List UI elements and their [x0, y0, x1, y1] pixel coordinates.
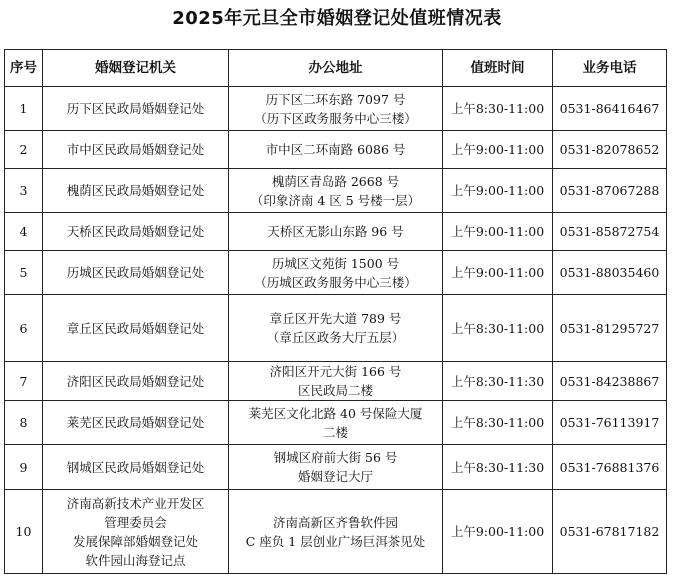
cell-address-line: 历下区二环东路 7097 号	[265, 91, 406, 107]
table-row	[5, 131, 667, 169]
cell-office	[43, 490, 229, 574]
cell-phone: 0531-84238867	[553, 362, 667, 401]
cell-phone: 0531-76113917	[553, 401, 667, 445]
cell-hours: 上午8:30-11:30	[443, 445, 553, 490]
cell-address	[229, 295, 443, 362]
cell-address-line: 婚姻登记大厅	[297, 469, 373, 484]
cell-hours: 上午9:00-11:00	[443, 169, 553, 213]
cell-phone: 0531-76881376	[553, 445, 667, 490]
cell-address	[229, 251, 443, 295]
cell-office-line: 钢城区民政局婚姻登记处	[66, 459, 205, 475]
cell-office	[43, 295, 229, 362]
cell-office-line: 发展保障部婚姻登记处	[72, 533, 198, 549]
cell-office-line: 槐荫区民政局婚姻登记处	[66, 183, 205, 198]
cell-office	[43, 251, 229, 295]
cell-office	[43, 445, 229, 490]
cell-hours: 上午9:00-11:00	[443, 251, 553, 295]
table-row	[5, 251, 667, 295]
cell-address-line: 槐荫区青岛路 2668 号	[271, 173, 400, 189]
cell-phone: 0531-85872754	[553, 213, 667, 251]
cell-address-line: 济阳区开元大街 166 号	[269, 364, 402, 379]
table-row	[5, 401, 667, 445]
cell-address	[229, 490, 443, 574]
cell-address-line: 二楼	[322, 424, 348, 440]
cell-address-line: （章丘区政务大厅五层）	[266, 330, 405, 345]
cell-address	[229, 169, 443, 213]
cell-seq: 6	[5, 295, 43, 362]
cell-address-line: 济南高新区齐鲁软件园	[272, 514, 398, 530]
cell-address-line: （历下区政务服务中心三楼）	[254, 110, 417, 126]
cell-hours: 上午8:30-11:00	[443, 401, 553, 445]
cell-office	[43, 169, 229, 213]
cell-address	[229, 131, 443, 169]
cell-seq: 9	[5, 445, 43, 490]
cell-address-line: （历城区政务服务中心三楼）	[254, 274, 417, 290]
cell-office	[43, 131, 229, 169]
cell-phone: 0531-82078652	[553, 131, 667, 169]
cell-office-line: 莱芜区民政局婚姻登记处	[66, 415, 205, 430]
cell-seq: 2	[5, 131, 43, 169]
cell-seq: 5	[5, 251, 43, 295]
header-hours: 值班时间	[443, 50, 553, 87]
cell-address-line: 钢城区府前大街 56 号	[273, 450, 398, 465]
cell-address-line: 天桥区无影山东路 96 号	[267, 224, 404, 239]
cell-office-line: 历城区民政局婚姻登记处	[66, 265, 205, 280]
cell-office-line: 天桥区民政局婚姻登记处	[66, 224, 205, 239]
cell-seq: 8	[5, 401, 43, 445]
table-body	[5, 87, 667, 574]
cell-office-line: 市中区民政局婚姻登记处	[66, 142, 205, 157]
cell-office-line: 章丘区民政局婚姻登记处	[66, 320, 205, 336]
header-address: 办公地址	[229, 50, 443, 87]
cell-office	[43, 401, 229, 445]
cell-hours: 上午8:30-11:00	[443, 87, 553, 131]
cell-office-line: 济南高新技术产业开发区	[66, 495, 205, 511]
cell-office-line: 历下区民政局婚姻登记处	[66, 101, 205, 116]
table-row	[5, 490, 667, 574]
table-row	[5, 213, 667, 251]
cell-office	[43, 87, 229, 131]
cell-office-line: 济阳区民政局婚姻登记处	[66, 373, 205, 389]
cell-hours: 上午8:30-11:30	[443, 362, 553, 401]
cell-address-line: （印象济南 4 区 5 号楼一层）	[250, 192, 421, 208]
cell-address	[229, 213, 443, 251]
cell-seq: 7	[5, 362, 43, 401]
table-row	[5, 169, 667, 213]
cell-phone: 0531-67817182	[553, 490, 667, 574]
table-row	[5, 87, 667, 131]
cell-address-line: 莱芜区文化北路 40 号保险大厦	[248, 405, 423, 421]
table-row	[5, 445, 667, 490]
cell-phone: 0531-87067288	[553, 169, 667, 213]
cell-office	[43, 362, 229, 401]
table-row	[5, 295, 667, 362]
table-header-row	[5, 50, 667, 87]
cell-address-line: 章丘区开先大道 789 号	[269, 311, 402, 326]
cell-hours: 上午9:00-11:00	[443, 131, 553, 169]
cell-address	[229, 401, 443, 445]
cell-phone: 0531-81295727	[553, 295, 667, 362]
cell-address	[229, 87, 443, 131]
cell-seq: 1	[5, 87, 43, 131]
page-title: 2025年元旦全市婚姻登记处值班情况表	[172, 8, 502, 29]
cell-seq: 10	[5, 490, 43, 574]
cell-office-line: 管理委员会	[104, 514, 167, 530]
cell-hours: 上午8:30-11:00	[443, 295, 553, 362]
cell-address-line: 市中区二环南路 6086 号	[265, 142, 406, 157]
table-row	[5, 362, 667, 401]
cell-address-line: C 座负 1 层创业广场巨洱茶见处	[245, 533, 426, 549]
cell-seq: 3	[5, 169, 43, 213]
cell-phone: 0531-86416467	[553, 87, 667, 131]
header-office: 婚姻登记机关	[43, 50, 229, 87]
cell-hours: 上午9:00-11:00	[443, 213, 553, 251]
header-phone: 业务电话	[553, 50, 667, 87]
cell-address-line: 区民政局二楼	[297, 383, 373, 398]
cell-address	[229, 445, 443, 490]
cell-office	[43, 213, 229, 251]
cell-phone: 0531-88035460	[553, 251, 667, 295]
cell-office-line: 软件园山海登记点	[85, 552, 186, 568]
cell-address	[229, 362, 443, 401]
cell-seq: 4	[5, 213, 43, 251]
cell-address-line: 历城区文苑街 1500 号	[271, 255, 400, 271]
header-seq: 序号	[5, 50, 43, 87]
duty-table	[4, 49, 667, 574]
cell-hours: 上午9:00-11:00	[443, 490, 553, 574]
